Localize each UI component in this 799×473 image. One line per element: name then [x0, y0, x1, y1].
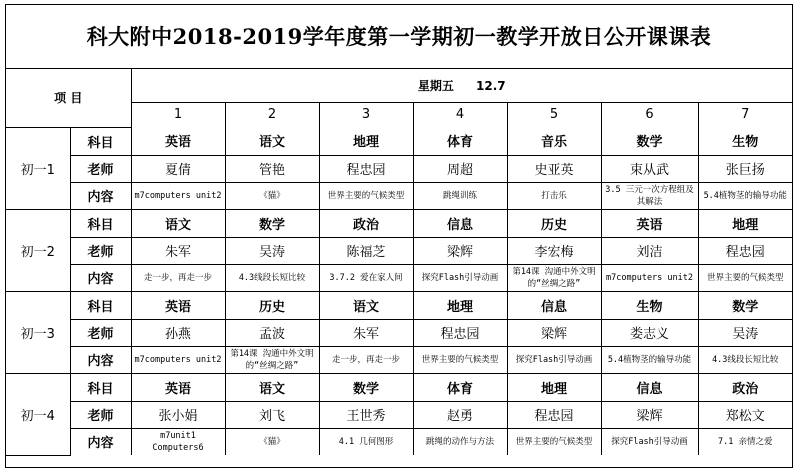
row-label-subject: 科目: [70, 209, 131, 237]
subject-cell: 数学: [601, 127, 698, 155]
row-label-content: 内容: [70, 428, 131, 455]
content-cell: 4.3线段长短比较: [698, 346, 792, 373]
class-name: 初一4: [6, 373, 70, 455]
content-cell: 《猫》: [225, 182, 319, 209]
subject-cell: 历史: [507, 209, 601, 237]
teacher-cell: 张巨扬: [698, 155, 792, 182]
subject-cell: 生物: [601, 291, 698, 319]
teacher-cell: 周超: [413, 155, 507, 182]
subject-cell: 历史: [225, 291, 319, 319]
teacher-cell: 王世秀: [319, 401, 413, 428]
period-number: 4: [413, 102, 507, 127]
subject-cell: 地理: [319, 127, 413, 155]
teacher-cell: 娄志义: [601, 319, 698, 346]
table-row: [6, 401, 792, 428]
teacher-cell: 程忠园: [507, 401, 601, 428]
content-cell: 探究Flash引导动画: [413, 264, 507, 291]
subject-cell: 音乐: [507, 127, 601, 155]
period-number: 2: [225, 102, 319, 127]
content-cell: m7unit1 Computers6: [131, 428, 225, 455]
subject-cell: 政治: [319, 209, 413, 237]
teacher-cell: 程忠园: [413, 319, 507, 346]
content-cell: 7.1 亲情之爱: [698, 428, 792, 455]
teacher-cell: 孟波: [225, 319, 319, 346]
class-name: 初一2: [6, 209, 70, 291]
teacher-cell: 吴涛: [698, 319, 792, 346]
day-label: 星期五: [417, 78, 454, 93]
row-label-subject: 科目: [70, 127, 131, 155]
content-cell: 世界主要的气候类型: [698, 264, 792, 291]
content-cell: 《猫》: [225, 428, 319, 455]
teacher-cell: 郑松文: [698, 401, 792, 428]
subject-cell: 生物: [698, 127, 792, 155]
period-number: 3: [319, 102, 413, 127]
teacher-cell: 史亚英: [507, 155, 601, 182]
subject-cell: 数学: [225, 209, 319, 237]
row-label-teacher: 老师: [70, 401, 131, 428]
content-cell: 第14课 沟通中外文明的“丝绸之路”: [507, 264, 601, 291]
row-label-content: 内容: [70, 346, 131, 373]
page-title: 科大附中2018-2019学年度第一学期初一教学开放日公开课课表: [6, 5, 792, 69]
subject-cell: 英语: [601, 209, 698, 237]
row-label-teacher: 老师: [70, 237, 131, 264]
teacher-cell: 朱军: [131, 237, 225, 264]
teacher-cell: 刘飞: [225, 401, 319, 428]
class-name: 初一3: [6, 291, 70, 373]
content-cell: 走一步，再走一步: [319, 346, 413, 373]
content-cell: 走一步，再走一步: [131, 264, 225, 291]
content-cell: 世界主要的气候类型: [413, 346, 507, 373]
row-label-subject: 科目: [70, 373, 131, 401]
teacher-cell: 梁辉: [413, 237, 507, 264]
row-label-teacher: 老师: [70, 155, 131, 182]
table-row: [6, 264, 792, 291]
subject-cell: 语文: [131, 209, 225, 237]
subject-cell: 英语: [131, 127, 225, 155]
content-cell: 3.5 三元一次方程组及其解法: [601, 182, 698, 209]
timetable-sheet: [5, 4, 793, 468]
item-header: 项 目: [6, 69, 131, 127]
period-number: 7: [698, 102, 792, 127]
table-row: [6, 237, 792, 264]
teacher-cell: 刘洁: [601, 237, 698, 264]
content-cell: 5.4植物茎的输导功能: [601, 346, 698, 373]
subject-cell: 信息: [601, 373, 698, 401]
row-label-subject: 科目: [70, 291, 131, 319]
content-cell: 3.7.2 爱在家人间: [319, 264, 413, 291]
table-row: [6, 127, 792, 155]
subject-cell: 语文: [225, 373, 319, 401]
class-name: 初一1: [6, 127, 70, 209]
content-cell: m7computers unit2: [601, 264, 698, 291]
content-cell: 探究Flash引导动画: [601, 428, 698, 455]
table-row: [6, 182, 792, 209]
period-number: 5: [507, 102, 601, 127]
subject-cell: 语文: [319, 291, 413, 319]
timetable: [6, 69, 792, 456]
content-cell: 打击乐: [507, 182, 601, 209]
table-row: [6, 428, 792, 455]
content-cell: m7computers unit2: [131, 346, 225, 373]
content-cell: 世界主要的气候类型: [507, 428, 601, 455]
teacher-cell: 束从武: [601, 155, 698, 182]
period-number: 1: [131, 102, 225, 127]
teacher-cell: 张小娟: [131, 401, 225, 428]
date-label: 12.7: [476, 78, 506, 93]
period-number: 6: [601, 102, 698, 127]
table-row: [6, 319, 792, 346]
content-cell: 世界主要的气候类型: [319, 182, 413, 209]
teacher-cell: 孙燕: [131, 319, 225, 346]
subject-cell: 体育: [413, 127, 507, 155]
content-cell: 5.4植物茎的输导功能: [698, 182, 792, 209]
row-label-content: 内容: [70, 182, 131, 209]
table-row: [6, 291, 792, 319]
content-cell: 跳绳的动作与方法: [413, 428, 507, 455]
subject-cell: 地理: [698, 209, 792, 237]
row-label-content: 内容: [70, 264, 131, 291]
day-header: [131, 69, 792, 102]
teacher-cell: 赵勇: [413, 401, 507, 428]
subject-cell: 体育: [413, 373, 507, 401]
subject-cell: 英语: [131, 373, 225, 401]
teacher-cell: 程忠园: [698, 237, 792, 264]
teacher-cell: 李宏梅: [507, 237, 601, 264]
teacher-cell: 程忠园: [319, 155, 413, 182]
content-cell: 4.3线段长短比较: [225, 264, 319, 291]
teacher-cell: 朱军: [319, 319, 413, 346]
table-row: [6, 155, 792, 182]
subject-cell: 地理: [413, 291, 507, 319]
content-cell: 第14课 沟通中外文明的“丝绸之路”: [225, 346, 319, 373]
table-row: [6, 346, 792, 373]
content-cell: 4.1 几何图形: [319, 428, 413, 455]
row-label-teacher: 老师: [70, 319, 131, 346]
content-cell: 探究Flash引导动画: [507, 346, 601, 373]
subject-cell: 数学: [319, 373, 413, 401]
teacher-cell: 陈福芝: [319, 237, 413, 264]
subject-cell: 地理: [507, 373, 601, 401]
table-row: [6, 373, 792, 401]
table-row: [6, 209, 792, 237]
subject-cell: 英语: [131, 291, 225, 319]
teacher-cell: 夏倩: [131, 155, 225, 182]
teacher-cell: 梁辉: [601, 401, 698, 428]
subject-cell: 信息: [413, 209, 507, 237]
teacher-cell: 吴涛: [225, 237, 319, 264]
content-cell: 跳绳训练: [413, 182, 507, 209]
subject-cell: 语文: [225, 127, 319, 155]
teacher-cell: 梁辉: [507, 319, 601, 346]
content-cell: m7computers unit2: [131, 182, 225, 209]
teacher-cell: 管艳: [225, 155, 319, 182]
subject-cell: 数学: [698, 291, 792, 319]
subject-cell: 信息: [507, 291, 601, 319]
subject-cell: 政治: [698, 373, 792, 401]
